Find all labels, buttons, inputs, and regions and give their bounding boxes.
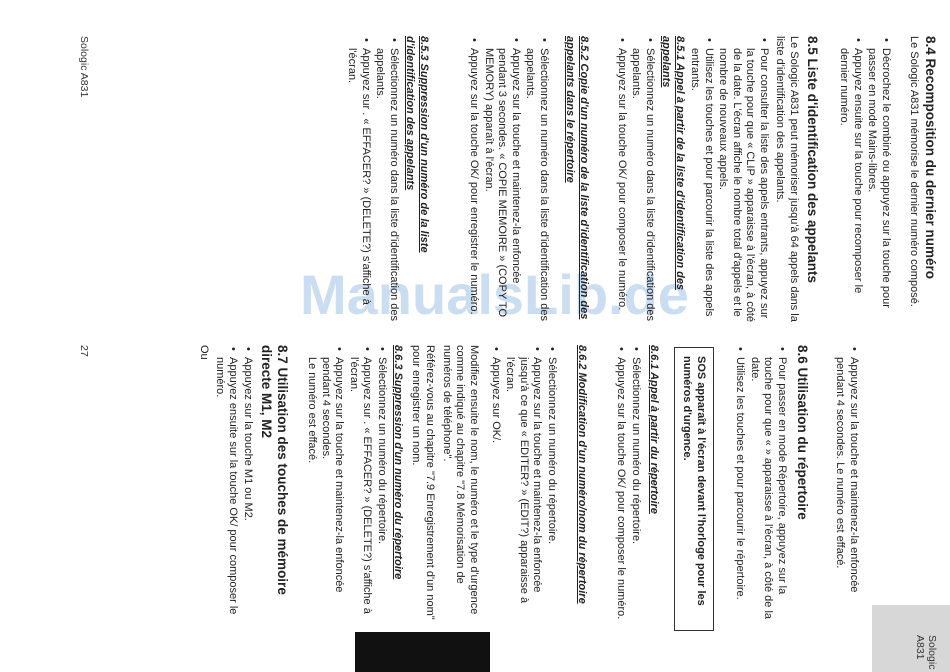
- list-item: • Appuyez sur la touche et maintenez-la enfoncée pendant 4 secondes. Le numéro est effacé.: [833, 345, 860, 625]
- section-8-5-list: [686, 36, 770, 326]
- section-8-6-3-list: [317, 345, 388, 625]
- section-8-5-2-title: 8.5.2 Copie d'un numéro de la liste d'identification des appelants dans le répertoire: [564, 36, 590, 320]
- page-header-right: Sologic A831: [914, 635, 938, 670]
- page-27: [0, 335, 950, 672]
- list-item: • Appuyez sur OK/.: [488, 345, 502, 625]
- section-8-6-2-title: 8.6.2 Modification d'un numéro/nom du répertoire: [576, 345, 588, 604]
- section-8-4-list: [836, 36, 892, 326]
- list-item: • Appuyez ensuite sur la touche OK/ pour composer le numéro.: [212, 345, 239, 625]
- section-8-6-1-title: 8.6.1 Appel à partir du répertoire: [648, 345, 660, 514]
- section-8-6-list: [732, 345, 788, 625]
- page-26: [0, 0, 950, 335]
- list-item: • Sélectionnez un numéro dans la liste d'identification des appelants.: [523, 36, 550, 326]
- sos-note-box: SOS apparaît à l'écran devant l'horloge pour les numéros d'urgence.: [674, 347, 714, 631]
- section-8-6-1-list: [613, 345, 642, 625]
- section-8-6-3-title: 8.6.3 Suppression d'un numéro du répertoire: [392, 345, 404, 580]
- list-item: • Pour passer en mode Répertoire, appuyez sur la touche pour que « » apparaisse à l'écran, à côté de la date.: [747, 345, 788, 625]
- top-list: [832, 345, 860, 625]
- section-8-4-intro: Le Sologic A831 mémorise le dernier numéro composé.: [908, 36, 920, 307]
- list-item: • Appuyez sur . « EFFACER? » (DELETE?) s'affiche à l'écran.: [345, 36, 372, 326]
- list-item: • Sélectionnez un numéro dans la liste d'identification des appelants.: [629, 36, 656, 326]
- section-8-6-title: 8.6 Utilisation du répertoire: [795, 345, 810, 520]
- list-item: • Appuyez sur la touche M1 ou M2.: [240, 345, 254, 625]
- watermark: ManualsLib.de: [300, 263, 689, 326]
- section-8-5-1-list: [613, 36, 656, 326]
- list-item: • Utilisez les touches et pour parcourir la liste des appels entrants.: [687, 36, 714, 326]
- section-8-5-title: 8.5 Liste d'identification des appelants: [805, 36, 820, 284]
- list-item: • Sélectionnez un numéro du répertoire.: [628, 345, 642, 625]
- list-item: • Sélectionnez un numéro dans la liste d'identification des appelants.: [373, 36, 400, 326]
- list-item: • Appuyez ensuite sur la touche pour recomposer le dernier numéro.: [837, 36, 864, 326]
- header-tab: [872, 605, 950, 672]
- section-8-5-3-list: [344, 36, 400, 326]
- section-8-6-2-para-1: Modifiez ensuite le nom, le numéro et le type d'urgence comme indiqué au chapitre "7.8 Mémorisation de numéros de téléphone".: [440, 345, 480, 615]
- list-item: • Décrochez le combiné ou appuyez sur la touche pour passer en mode Mains-libres.: [865, 36, 892, 326]
- section-8-7-title: 8.7 Utilisation des touches de mémoire directe M1, M2: [259, 345, 290, 595]
- section-8-5-2-list: [465, 36, 550, 326]
- list-item: • Appuyez sur la touche et maintenez-la enfoncée jusqu'à ce que « EDITER? » (EDIT?) apparaisse à l'écran.: [503, 345, 544, 625]
- page-number-right: 27: [78, 345, 90, 357]
- section-8-5-intro: Le Sologic A831 peut mémoriser jusqu'à 64 appels dans la liste d'identification des appelants.: [774, 36, 800, 322]
- section-8-4-title: 8.4 Recomposition du dernier numéro: [923, 36, 938, 280]
- section-8-7-ou: Ou: [198, 345, 210, 360]
- list-item: • Appuyez sur la touche OK/ pour composer le numéro.: [614, 36, 628, 326]
- section-8-5-1-title: 8.5.1 Appel à partir de la liste d'identification des appelants: [660, 36, 686, 291]
- section-8-6-2-list: [487, 345, 558, 625]
- list-item: • Pour consulter la liste des appels entrants, appuyez sur la touche pour que « CLIP » apparaisse à l'écran, à côté de la date. L'écran affiche le nombre total d'appels et le nombre de nouveaux appels.: [716, 36, 770, 326]
- list-item: • Sélectionnez un numéro du répertoire.: [374, 345, 388, 625]
- section-8-7-list: [211, 345, 254, 625]
- list-item: • Appuyez sur la touche OK/ pour composer le numéro.: [614, 345, 628, 625]
- list-item: • Appuyez sur la touche et maintenez-la enfoncée pendant 4 secondes.: [318, 345, 345, 625]
- list-item: • Sélectionnez un numéro du répertoire.: [544, 345, 558, 625]
- section-8-5-3-title: 8.5.3 Suppression d'un numéro de la liste d'identification des appelants: [404, 36, 430, 253]
- list-item: • Appuyez sur la touche et maintenez-la enfoncée pendant 3 secondes. « COPIE MEMOIRE » (COPY TO MEMORY) apparaît à l'écran.: [481, 36, 522, 326]
- list-item: • Utilisez les touches et pour parcourir le répertoire.: [733, 345, 747, 625]
- list-item: • Appuyez sur . « EFFACER? » (DELETE?) s'affiche à l'écran.: [346, 345, 373, 625]
- list-item: • Appuyez sur la touche OK/ pour enregistrer le numéro.: [466, 36, 480, 326]
- black-tab: [355, 632, 490, 672]
- section-8-6-3-para: Le numéro est effacé.: [306, 357, 318, 464]
- page-header-left: Sologic A831: [78, 36, 90, 98]
- section-8-6-2-para-2: Référez-vous au chapitre "7.9 Enregistrement d'un nom" pour enregistrer un nom.: [410, 345, 436, 620]
